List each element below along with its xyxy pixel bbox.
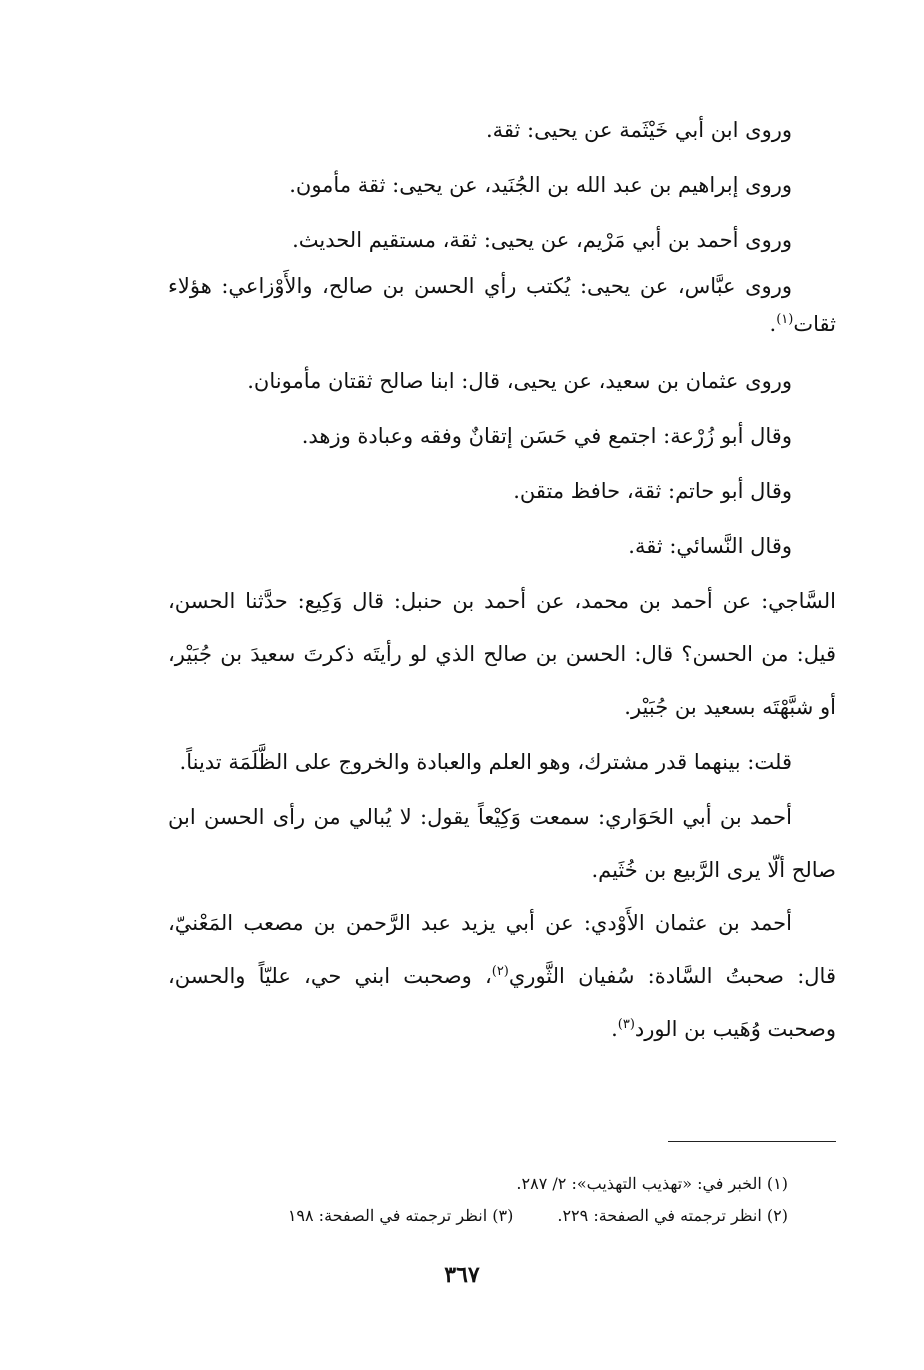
- paragraph-4-text: وروى عبَّاس، عن يحيى: يُكتب رأي الحسن بن صالح، والأَوْزاعي: هؤلاء ثقات: [168, 274, 836, 336]
- paragraph-1: [168, 104, 836, 157]
- paragraph-12-text: أحمد بن عثمان الأَوْدي: عن أبي يزيد عبد الرَّحمن بن مصعب المَعْنيّ، قال: صحبتُ السَّادة: سُفيان الثَّوري: [168, 911, 836, 988]
- paragraph-12: [168, 897, 836, 1056]
- paragraph-1-text: وروى ابن أبي خَيْثَمة عن يحيى: ثقة.: [485, 118, 792, 142]
- footnote-ref-2: (٢): [491, 964, 509, 979]
- paragraph-12-end: .: [611, 1017, 618, 1041]
- footnote-2: (٢) انظر ترجمته في الصفحة: ٢٢٩.: [557, 1206, 788, 1225]
- paragraph-8-text: وقال النَّسائي: ثقة.: [628, 534, 792, 558]
- paragraph-8: [168, 520, 836, 573]
- paragraph-6: [168, 410, 836, 463]
- paragraph-9-text: السَّاجي: عن أحمد بن محمد، عن أحمد بن حنبل: قال وَكِيع: حدَّثنا الحسن، قيل: من الحسن؟ قال: الحسن بن صالح الذي لو رأيتَه ذكرتَ سعيدَ بن جُبَيْر، أو شبَّهْتَه بسعيد بن جُبَيْر.: [168, 589, 836, 719]
- paragraph-10-text: قلت: بينهما قدر مشترك، وهو العلم والعبادة والخروج على الظَّلَمَة تديناً.: [179, 750, 792, 774]
- footnote-3: (٣) انظر ترجمته في الصفحة: ١٩٨: [287, 1206, 514, 1225]
- paragraph-7-text: وقال أبو حاتم: ثقة، حافظ متقن.: [513, 479, 792, 503]
- paragraph-4: [168, 267, 836, 343]
- footnotes: [168, 1168, 788, 1232]
- main-text: [168, 104, 836, 1056]
- paragraph-12-mid: ، وصحبت ابني حي، عليّاً والحسن، وصحبت وُهَيب بن الورد: [168, 964, 836, 1041]
- paragraph-2: [168, 159, 836, 212]
- paragraph-5: [168, 355, 836, 408]
- paragraph-10: [168, 736, 836, 789]
- footnote-line-1: [168, 1168, 788, 1200]
- footnote-ref-3: (٣): [617, 1017, 635, 1032]
- paragraph-4-end: .: [769, 312, 777, 336]
- paragraph-2-text: وروى إبراهيم بن عبد الله بن الجُنَيد، عن يحيى: ثقة مأمون.: [289, 173, 792, 197]
- paragraph-11-text: أحمد بن أبي الحَوَاري: سمعت وَكِيْعاً يقول: لا يُبالي من رأى الحسن ابن صالح ألّا يرى الرَّبيع بن خُثَيم.: [168, 805, 836, 882]
- footnote-1: (١) الخبر في: «تهذيب التهذيب»: ٢/ ٢٨٧.: [516, 1174, 788, 1193]
- paragraph-11: [168, 791, 836, 897]
- page-number: ٣٦٧: [444, 1262, 480, 1288]
- footnote-divider: [668, 1141, 836, 1142]
- paragraph-3: [168, 214, 836, 267]
- paragraph-5-text: وروى عثمان بن سعيد، عن يحيى، قال: ابنا صالح ثقتان مأمونان.: [247, 369, 792, 393]
- footnote-ref-1: (١): [776, 312, 794, 327]
- paragraph-3-text: وروى أحمد بن أبي مَرْيم، عن يحيى: ثقة، مستقيم الحديث.: [292, 228, 792, 252]
- paragraph-7: [168, 465, 836, 518]
- footnote-line-2: [168, 1200, 788, 1232]
- paragraph-6-text: وقال أبو زُرْعة: اجتمع في حَسَن إتقانٌ وفقه وعبادة وزهد.: [301, 424, 792, 448]
- paragraph-9: [168, 575, 836, 734]
